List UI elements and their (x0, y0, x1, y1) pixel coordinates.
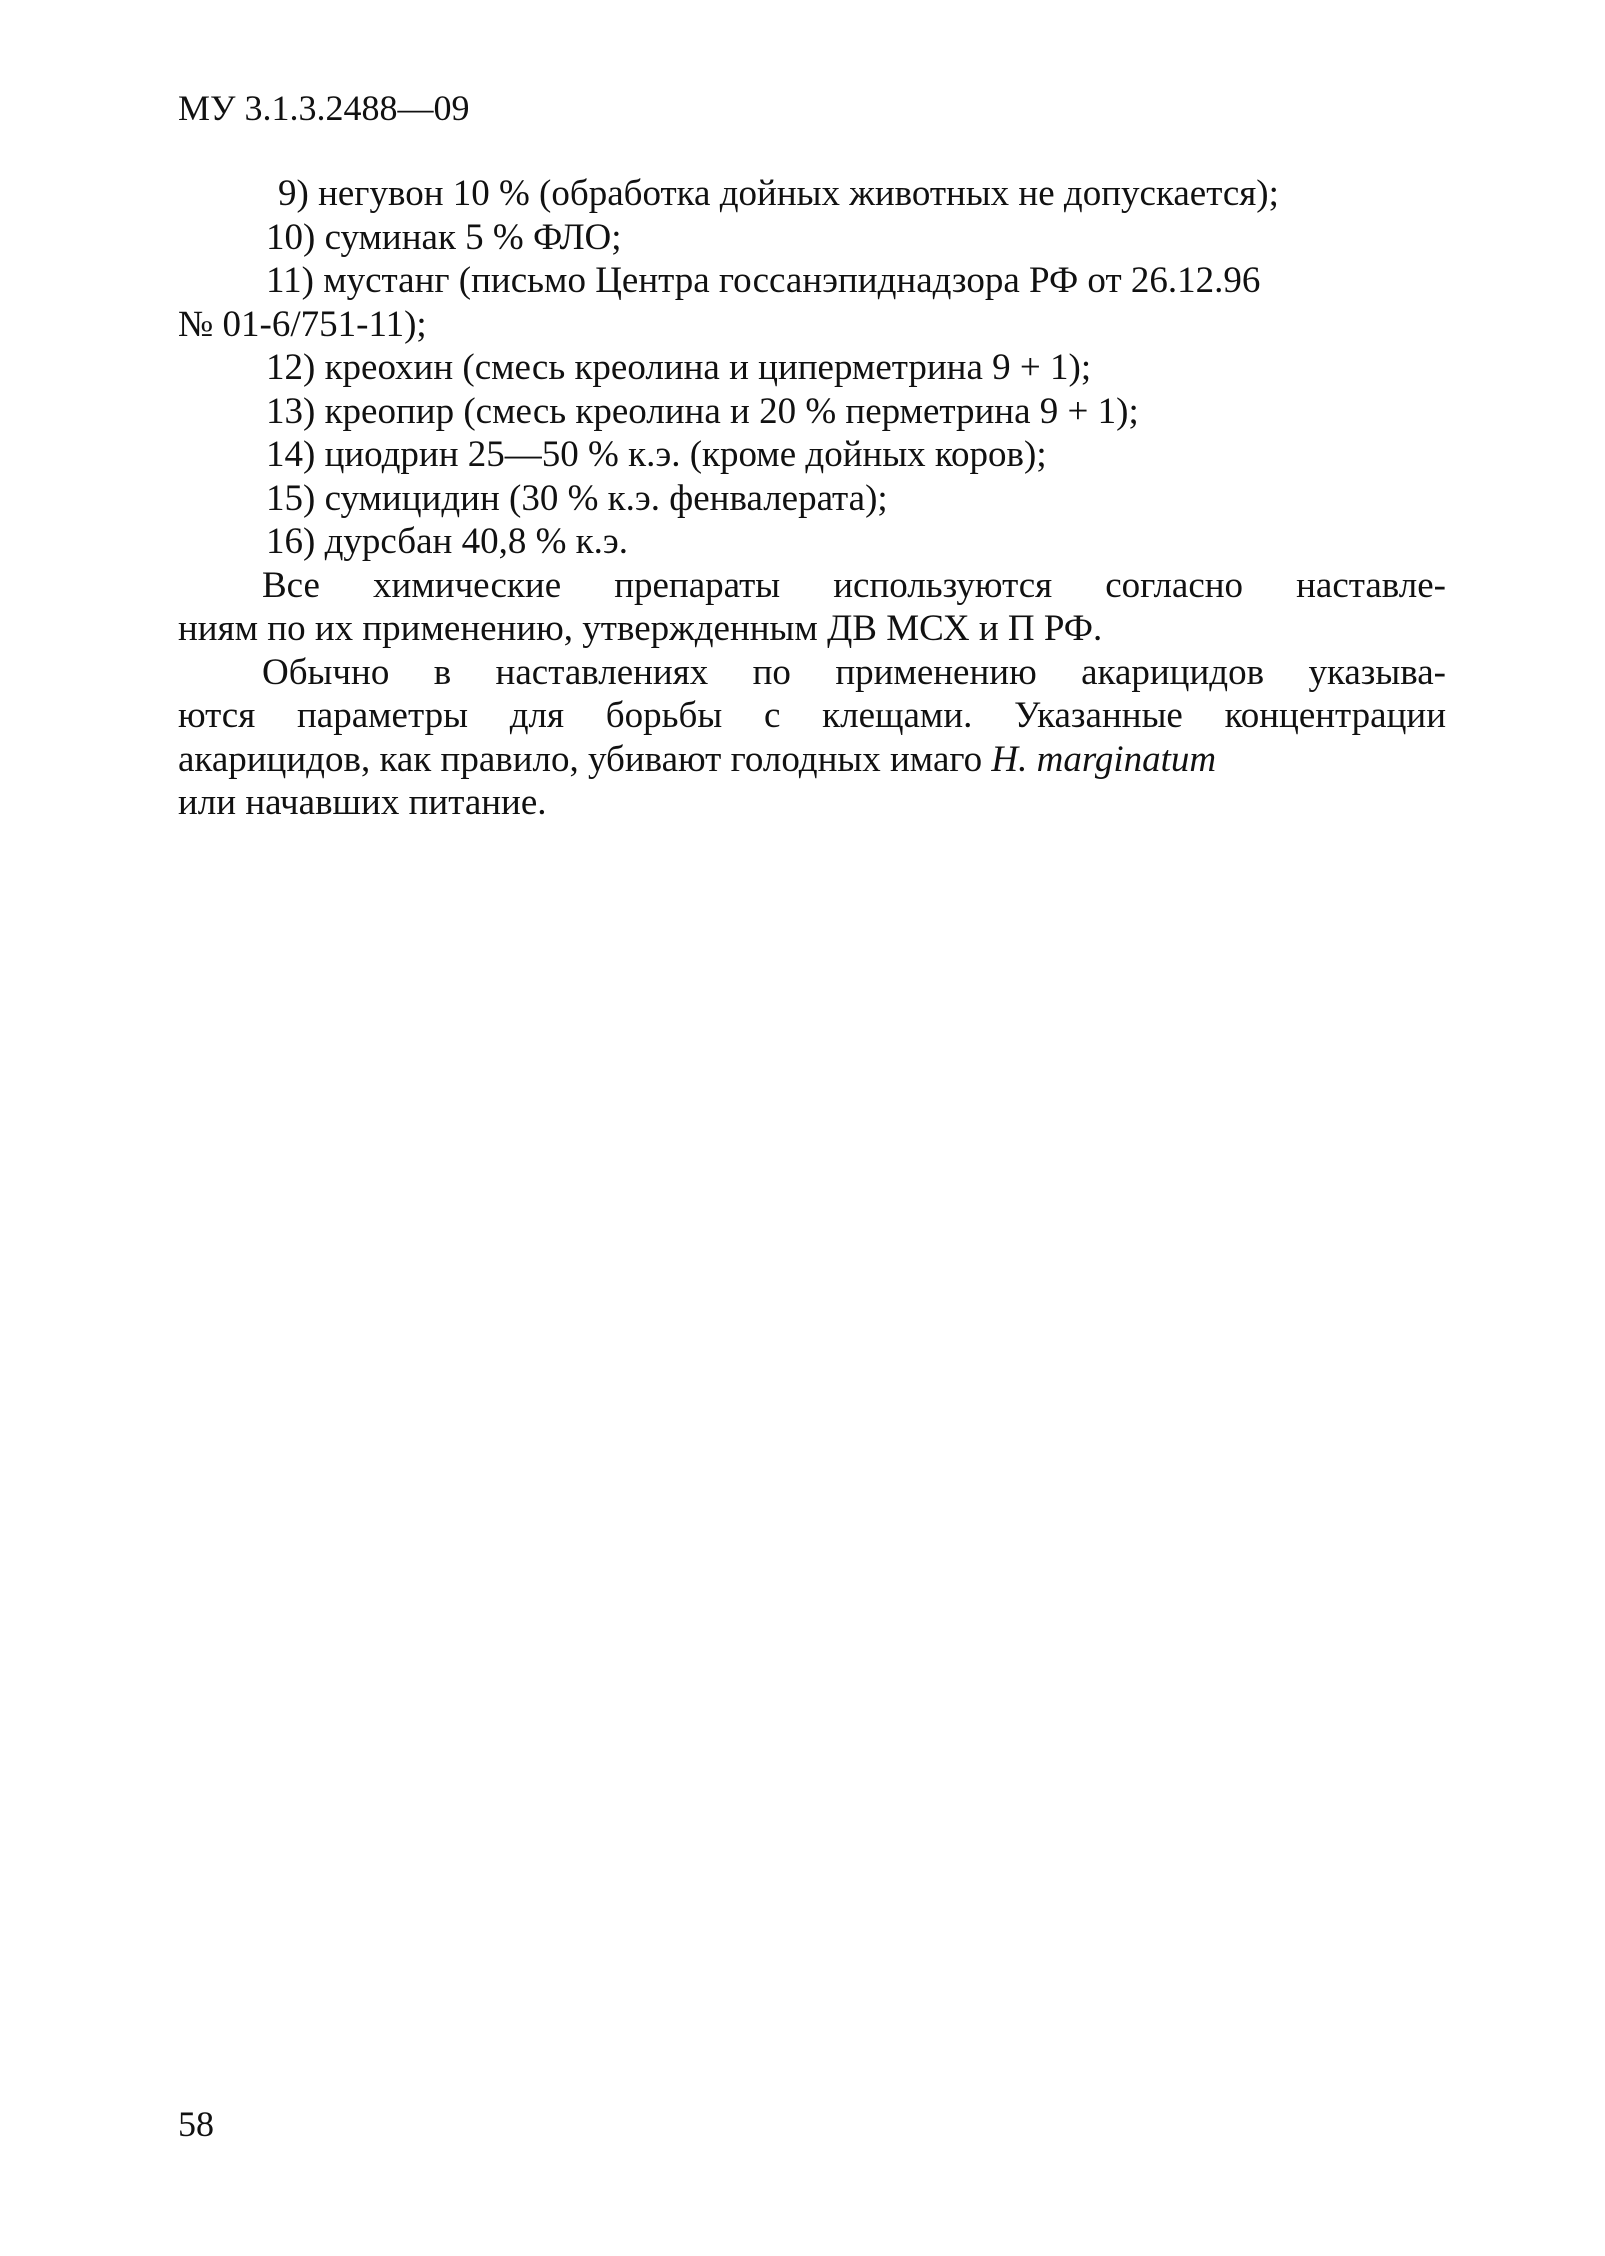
paragraph-application-instructions (178, 564, 1446, 651)
paragraph-1-line-1: Все химические препараты используются согласно наставле- (262, 564, 1446, 606)
list-item-10: 10) суминак 5 % ФЛО; (266, 216, 622, 258)
list-item-16: 16) дурсбан 40,8 % к.э. (266, 521, 628, 562)
paragraph-2-line-3-text: акарицидов, как правило, убивают голодных имаго (178, 738, 992, 780)
list-item-12: 12) креохин (смесь креолина и циперметрина 9 + 1); (266, 347, 1092, 388)
list-item-11-line-2: № 01-6/751-11); (178, 303, 427, 345)
document-code: МУ 3.1.3.2488—09 (178, 88, 470, 128)
paragraph-1-line-2: ниям по их применению, утвержденным ДВ МСХ и П РФ. (178, 608, 1103, 649)
paragraph-acaricide-parameters (178, 651, 1446, 825)
page-body (178, 172, 1446, 825)
list-item-13: 13) креопир (смесь креолина и 20 % перметрина 9 + 1); (266, 390, 1139, 432)
paragraph-2-line-2: ются параметры для борьбы с клещами. Указанные концентрации (178, 695, 1446, 736)
list-item-15: 15) сумицидин (30 % к.э. фенвалерата); (266, 477, 888, 519)
page-number: 58 (178, 2104, 214, 2144)
list-item-14: 14) циодрин 25—50 % к.э. (кроме дойных коров); (266, 434, 1047, 475)
species-name: H. marginatum (991, 738, 1217, 780)
list-item-9: 9) негувон 10 % (обработка дойных животных не допускается); (278, 173, 1279, 214)
list-item-11 (178, 259, 1446, 346)
paragraph-2-line-4: или начавших питание. (178, 782, 547, 823)
paragraph-2-line-1: Обычно в наставлениях по применению акарицидов указыва- (262, 651, 1446, 693)
list-item-11-line-1: 11) мустанг (письмо Центра госсанэпиднадзора РФ от 26.12.96 (266, 260, 1261, 301)
paragraph-2-line-3 (178, 738, 1446, 782)
